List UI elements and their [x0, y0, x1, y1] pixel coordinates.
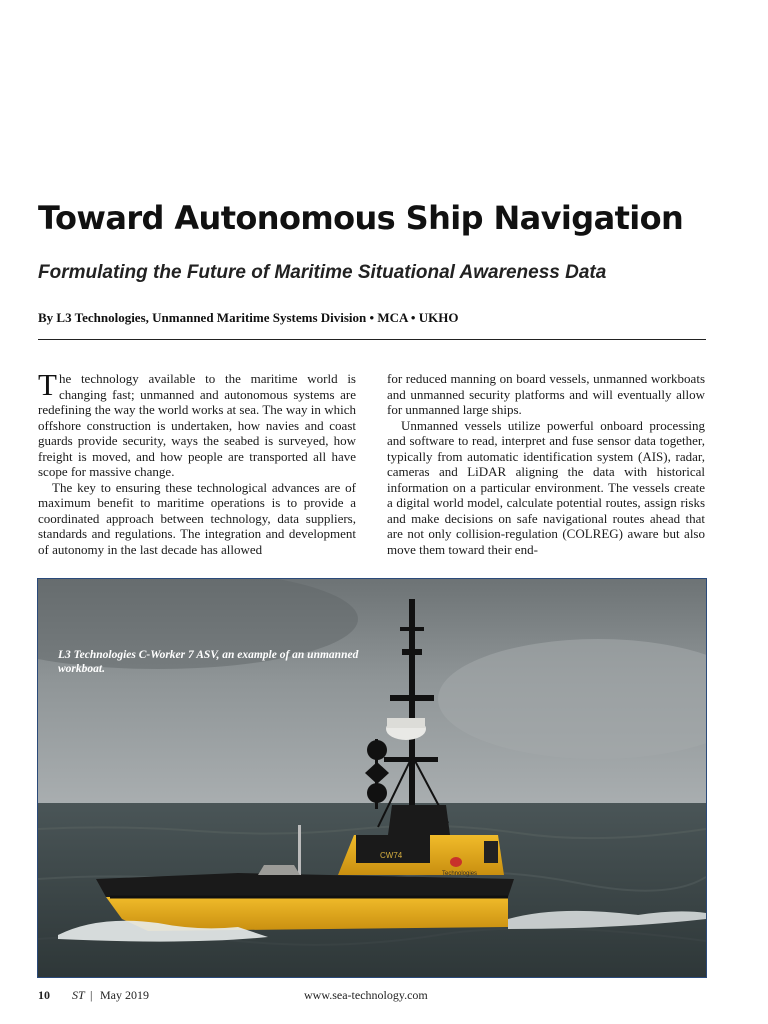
body-column-right — [387, 371, 705, 557]
byline: By L3 Technologies, Unmanned Maritime Systems Division • MCA • UKHO — [38, 310, 459, 325]
title-divider — [38, 339, 706, 340]
brand-marking: Technologies — [442, 871, 478, 877]
paragraph-3: for reduced manning on board vessels, unmanned workboats and unmanned security platforms and will eventually allow for unmanned large ships. — [387, 371, 705, 417]
hull-marking: CW74 — [380, 851, 403, 860]
issue-date: May 2019 — [100, 988, 149, 1002]
paragraph-2: The key to ensuring these technological advances are of maximum benefit to maritime operations is to provide a coordinated approach between technology, data suppliers, standards and regulations. The integration and development of autonomy in the last decade has allowed — [38, 479, 356, 557]
page-footer — [38, 988, 718, 1006]
article-subtitle: Formulating the Future of Maritime Situational Awareness Data — [38, 262, 607, 283]
paragraph-1-text: he technology available to the maritime world is changing fast; unmanned and autonomous systems are redefining the way the world works at sea. The way in which offshore construction is undertaken, how navies and coast guards provide security, ways the seabed is surveyed, how freight is moved, and how people are transported all have scope for massive change. — [38, 371, 356, 479]
paragraph-1 — [38, 367, 356, 480]
boat-photo — [37, 578, 707, 978]
wheelhouse — [338, 835, 504, 875]
page-number: 10 — [38, 988, 50, 1002]
magazine-abbrev: ST — [72, 988, 85, 1002]
drop-cap: T — [38, 367, 57, 402]
website-url[interactable]: www.sea-technology.com — [304, 988, 428, 1002]
paragraph-4: Unmanned vessels utilize powerful onboard processing and software to read, interpret and fuse sensor data together, typically from automatic identification system (AIS), radar, cameras and LiDAR aligning the data with historical information on a particular environment. The vessels create a digital world model, calculate potential routes, assign risks and make decisions on safe navigational routes ahead that are not only collision-regulation (COLREG) aware but also move them toward their end- — [387, 417, 705, 557]
article-title: Toward Autonomous Ship Navigation — [38, 199, 684, 237]
footer-separator: | — [90, 988, 93, 1002]
boat-illustration — [38, 579, 706, 977]
photo-caption: L3 Technologies C-Worker 7 ASV, an example of an unmanned workboat. — [58, 649, 359, 675]
body-column-left — [38, 367, 356, 557]
hull — [96, 873, 514, 931]
